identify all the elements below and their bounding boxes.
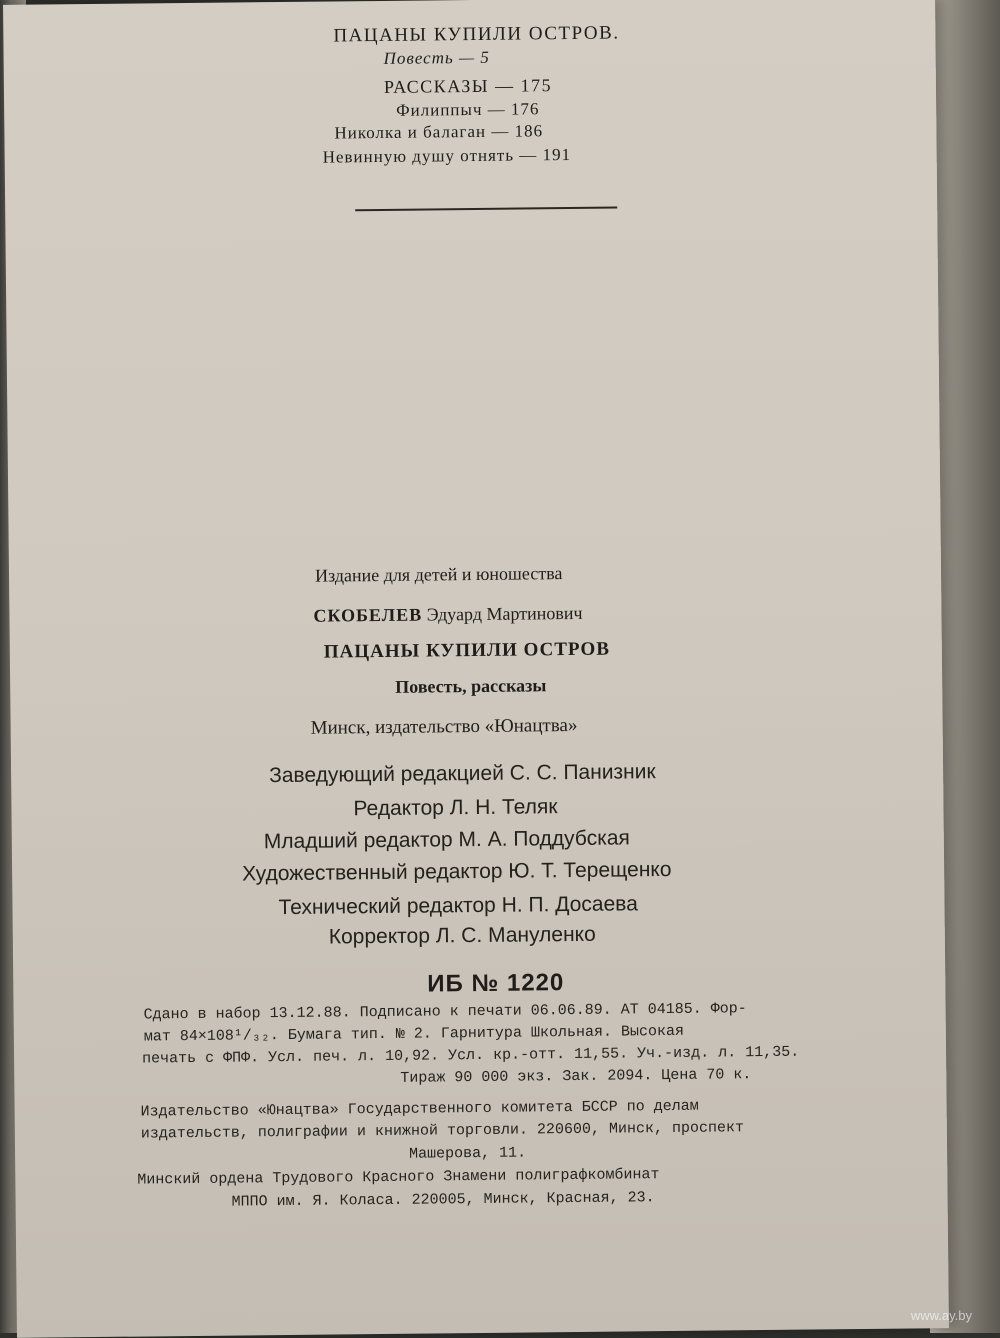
staff-line: Художественный редактор Ю. Т. Терещенко (242, 857, 672, 886)
author-name: Эдуард Мартинович (426, 602, 583, 625)
imprint-line: Машерова, 11. (409, 1144, 527, 1163)
imprint-line: Сдано в набор 13.12.88. Подписано к печати 06.06.89. АТ 04185. Фор- (143, 1000, 747, 1024)
toc-entry: Невинную душу отнять — 191 (322, 144, 572, 167)
toc-entry: Филиппыч — 176 (396, 99, 540, 120)
staff-line: Технический редактор Н. П. Досаева (278, 892, 638, 920)
imprint-line: мат 84×108¹/₃₂. Бумага тип. № 2. Гарнитура Школьная. Высокая (143, 1022, 685, 1046)
imprint-line: издательств, полиграфии и книжной торговли. 220600, Минск, проспект (140, 1119, 745, 1143)
staff-line: Корректор Л. С. Мануленко (328, 922, 596, 949)
edition-note: Издание для детей и юношества (314, 563, 563, 586)
staff-line: Редактор Л. Н. Теляк (353, 795, 558, 821)
staff-line: Младший редактор М. А. Поддубская (263, 826, 630, 854)
imprint-line: МППО им. Я. Коласа. 220005, Минск, Красная, 23. (231, 1189, 655, 1211)
watermark: www.ay.by (910, 1308, 972, 1323)
toc-entry: Николка и балаган — 186 (334, 121, 544, 143)
publisher-line: Минск, издательство «Юнацтва» (310, 714, 578, 739)
toc-story-entry: Повесть — 5 (383, 47, 490, 68)
imprint-line: Издательство «Юнацтва» Государственного комитета БССР по делам (140, 1097, 699, 1121)
toc-title: ПАЦАНЫ КУПИЛИ ОСТРОВ. (333, 22, 620, 47)
book-title: ПАЦАНЫ КУПИЛИ ОСТРОВ (323, 638, 611, 663)
staff-line: Заведующий редакцией С. С. Панизник (269, 760, 656, 788)
ib-number: ИБ № 1220 (427, 969, 565, 998)
author-line (313, 603, 582, 627)
book-genre: Повесть, рассказы (395, 675, 547, 697)
author-surname: СКОБЕЛЕВ (313, 604, 423, 626)
imprint-line: Тираж 90 000 экз. Зак. 2094. Цена 70 к. (400, 1066, 752, 1087)
toc-stories-header: РАССКАЗЫ — 175 (383, 75, 553, 97)
book-page (3, 0, 949, 1338)
imprint-line: печать с ФПФ. Усл. печ. л. 10,92. Усл. кр.-отт. 11,55. Уч.-изд. л. 11,35. (142, 1043, 800, 1068)
imprint-line: Минский ордена Трудового Красного Знамени полиграфкомбинат (137, 1166, 660, 1189)
divider-rule (355, 206, 617, 211)
